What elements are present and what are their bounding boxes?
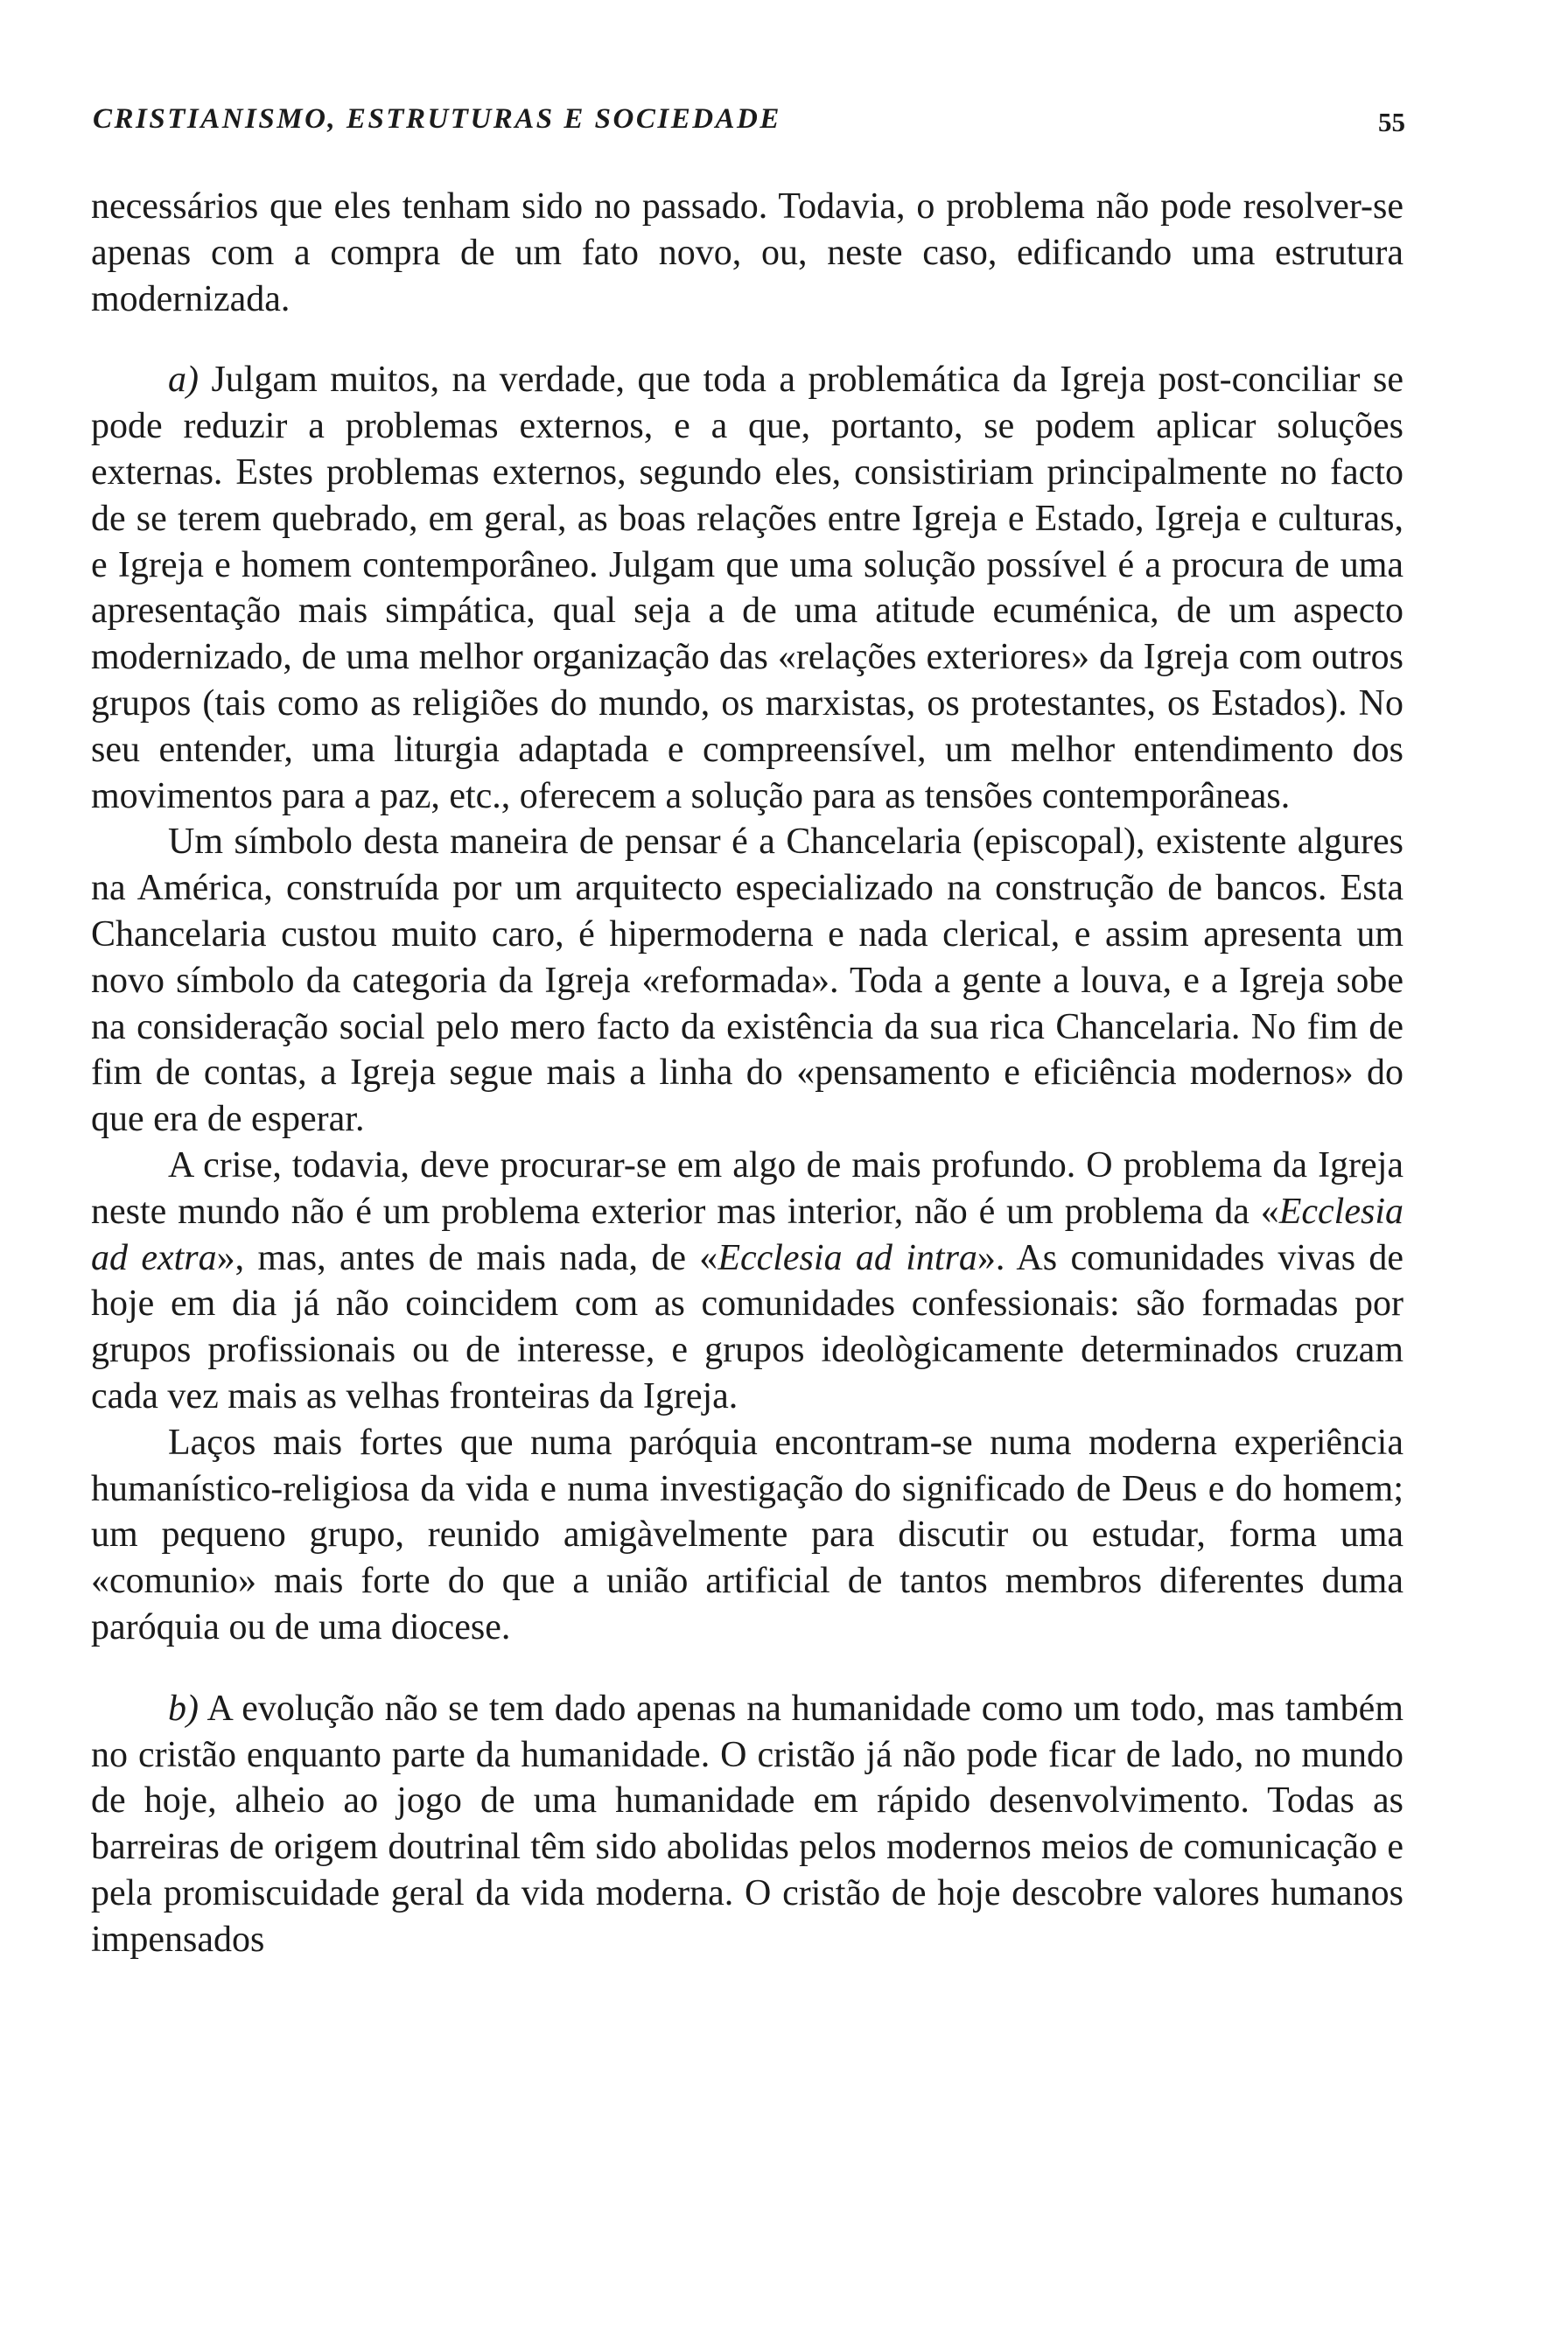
latin-term-ad-extra: Ecclesia ad extra xyxy=(91,1191,1404,1278)
page-number: 55 xyxy=(1378,107,1405,137)
paragraph-lacos: Laços mais fortes que numa paróquia encontram-se numa moderna experiência humanístico-religiosa da vida e numa investigação do significado de Deus e do homem; um pequeno grupo, reunido amigàvelmente para discutir ou estudar, forma uma «comunio» mais forte do que a união artificial de tantos membros diferentes duma paróquia ou de uma diocese. xyxy=(91,1422,1404,1647)
running-title: CRISTIANISMO, ESTRUTURAS E SOCIEDADE xyxy=(93,103,781,135)
paragraph-crise-text-1: A crise, todavia, deve procurar-se em algo de mais profundo. O problema da Igreja neste mundo não é um problema exterior mas interior, não é um problema da « xyxy=(91,1144,1404,1232)
paragraph-chancelaria: Um símbolo desta maneira de pensar é a Chancelaria (episcopal), existente algures na América, construída por um arquitecto especializado na construção de bancos. Esta Chancelaria custou muito caro, é hipermoderna e nada clerical, e assim apresenta um novo símbolo da categoria da Igreja «reformada». Toda a gente a louva, e a Igreja sobe na consideração social pelo mero facto da existência da sua rica Chancelaria. No fim de fim de contas, a Igreja segue mais a linha do «pensamento e eficiência modernos» do que era de esperar. xyxy=(91,822,1404,1140)
paragraph-point-a xyxy=(91,357,1404,819)
body-text xyxy=(91,184,1404,1962)
latin-term-ad-intra: Ecclesia ad intra xyxy=(718,1237,977,1278)
paragraph-point-b-text: A evolução não se tem dado apenas na humanidade como um todo, mas também no cristão enquanto parte da humanidade. O cristão já não pode ficar de lado, no mundo de hoje, alheio ao jogo de uma humanidade em rápido desenvolvimento. Todas as barreiras de origem doutrinal têm sido abolidas pelos modernos meios de comunicação e pela promiscuidade geral da vida moderna. O cristão de hoje descobre valores humanos impensados xyxy=(91,1688,1404,1960)
point-marker-b: b) xyxy=(168,1688,199,1729)
paragraph-crise xyxy=(91,1143,1404,1420)
paragraph-crise-text-2: », mas, antes de mais nada, de « xyxy=(216,1237,718,1278)
paragraph-point-b xyxy=(91,1686,1404,1963)
paragraph-point-a-text: Julgam muitos, na verdade, que toda a problemática da Igreja post-conciliar se pode reduzir a problemas externos, e a que, portanto, se podem aplicar soluções externas. Estes problemas externos, segundo eles, consistiriam principalmente no facto de se terem quebrado, em geral, as boas relações entre Igreja e Estado, Igreja e culturas, e Igreja e homem contemporâneo. Julgam que uma solução possível é a procura de uma apresentação mais simpática, qual seja a de uma atitude ecuménica, de um aspecto modernizado, de uma melhor organização das «relações exteriores» da Igreja com outros grupos (tais como as religiões do mundo, os marxistas, os protestantes, os Estados). No seu entender, uma liturgia adaptada e compreensível, um melhor entendimento dos movimentos para a paz, etc., oferecem a solução para as tensões contemporâneas. xyxy=(91,360,1404,816)
paragraph-crise-text-3: ». As comunidades vivas de hoje em dia já não coincidem com as comunidades confessionais: são formadas por grupos profissionais ou de interesse, e grupos ideològicamente determinados cruzam cada vez mais as velhas fronteiras da Igreja. xyxy=(91,1237,1404,1416)
point-marker-a: a) xyxy=(168,360,199,401)
running-head xyxy=(93,103,1405,156)
paragraph-continuation: necessários que eles tenham sido no passado. Todavia, o problema não pode resolver-se apenas com a compra de um fato novo, ou, neste caso, edificando uma estrutura modernizada. xyxy=(91,186,1404,319)
